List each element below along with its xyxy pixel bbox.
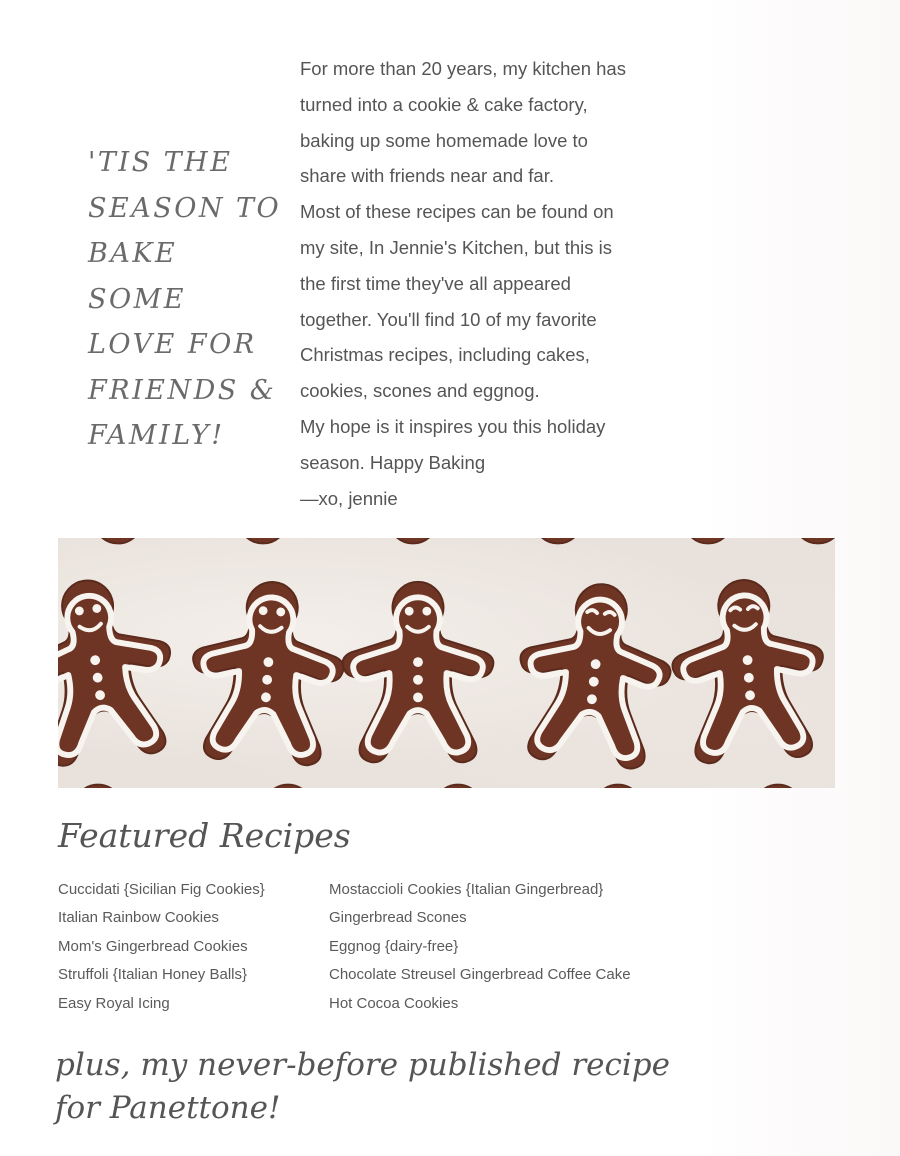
intro-line: my site, In Jennie's Kitchen, but this is	[300, 236, 613, 258]
gingerbread-man-icon	[705, 785, 835, 788]
tagline-line: SOME	[88, 283, 186, 315]
tagline-line: 'TIS THE	[88, 147, 233, 178]
gingerbread-man-icon	[385, 785, 531, 788]
intro-line: My hope is it inspires you this holiday	[300, 415, 606, 437]
recipe-item: Gingerbread Scones	[329, 909, 467, 927]
featured-recipes-heading: Featured Recipes	[58, 816, 351, 855]
recipe-item: Cuccidati {Sicilian Fig Cookies}	[58, 881, 265, 898]
recipe-item: Struffoli {Italian Honey Balls}	[58, 966, 248, 984]
panettone-teaser	[55, 1044, 670, 1130]
recipe-item: Italian Rainbow Cookies	[58, 909, 219, 927]
recipe-list-right	[329, 876, 631, 1018]
gingerbread-man-icon	[510, 576, 679, 771]
gingerbread-cookies-photo	[58, 538, 835, 788]
intro-line: —xo, jennie	[300, 487, 398, 509]
recipe-item: Easy Royal Icing	[58, 994, 170, 1012]
recipe-item: Chocolate Streusel Gingerbread Coffee Cake	[329, 966, 631, 984]
intro-line: share with friends near and far.	[300, 165, 555, 187]
intro-line: Christmas recipes, including cakes,	[300, 344, 590, 366]
tagline-line: BAKE	[88, 238, 178, 269]
gingerbread-man-icon	[745, 538, 835, 543]
gingerbread-man-icon	[485, 538, 631, 543]
tagline-line: LOVE FOR	[88, 329, 257, 360]
intro-line: turned into a cookie & cake factory,	[300, 93, 588, 115]
tagline-line: FAMILY!	[88, 420, 225, 451]
intro-line: season. Happy Baking	[300, 451, 486, 473]
closing-line: for Panettone!	[55, 1090, 281, 1126]
intro-text	[300, 51, 695, 516]
gingerbread-man-icon	[545, 785, 691, 788]
gingerbread-man-icon	[215, 785, 361, 788]
tagline	[88, 140, 288, 459]
recipe-item: Mostaccioli Cookies {Italian Gingerbread}	[329, 881, 604, 898]
gingerbread-man-icon	[635, 538, 781, 543]
closing-line: plus, my never-before published recipe	[55, 1047, 670, 1083]
intro-line: For more than 20 years, my kitchen has	[300, 58, 626, 79]
intro-line: baking up some homemade love to	[300, 129, 588, 151]
gingerbread-man-icon	[58, 538, 191, 543]
gingerbread-man-icon	[343, 582, 494, 762]
gingerbread-man-icon	[186, 577, 349, 768]
gingerbread-man-icon	[58, 570, 184, 770]
gingerbread-man-icon	[667, 575, 830, 766]
intro-line: cookies, scones and eggnog.	[300, 380, 540, 402]
intro-line: together. You'll find 10 of my favorite	[300, 308, 597, 330]
intro-line: Most of these recipes can be found on	[300, 201, 614, 223]
recipe-item: Eggnog {dairy-free}	[329, 937, 459, 955]
gingerbread-man-icon	[58, 785, 171, 788]
gingerbread-cookies-illustration	[58, 538, 835, 788]
recipe-item: Mom's Gingerbread Cookies	[58, 937, 248, 955]
gingerbread-man-icon	[340, 538, 486, 543]
intro-line: the first time they've all appeared	[300, 272, 571, 294]
tagline-line: SEASON TO	[88, 192, 282, 224]
tagline-line: FRIENDS &	[88, 374, 277, 406]
recipe-item: Hot Cocoa Cookies	[329, 994, 459, 1012]
gingerbread-man-icon	[190, 538, 336, 543]
recipe-list-left	[58, 876, 265, 1018]
